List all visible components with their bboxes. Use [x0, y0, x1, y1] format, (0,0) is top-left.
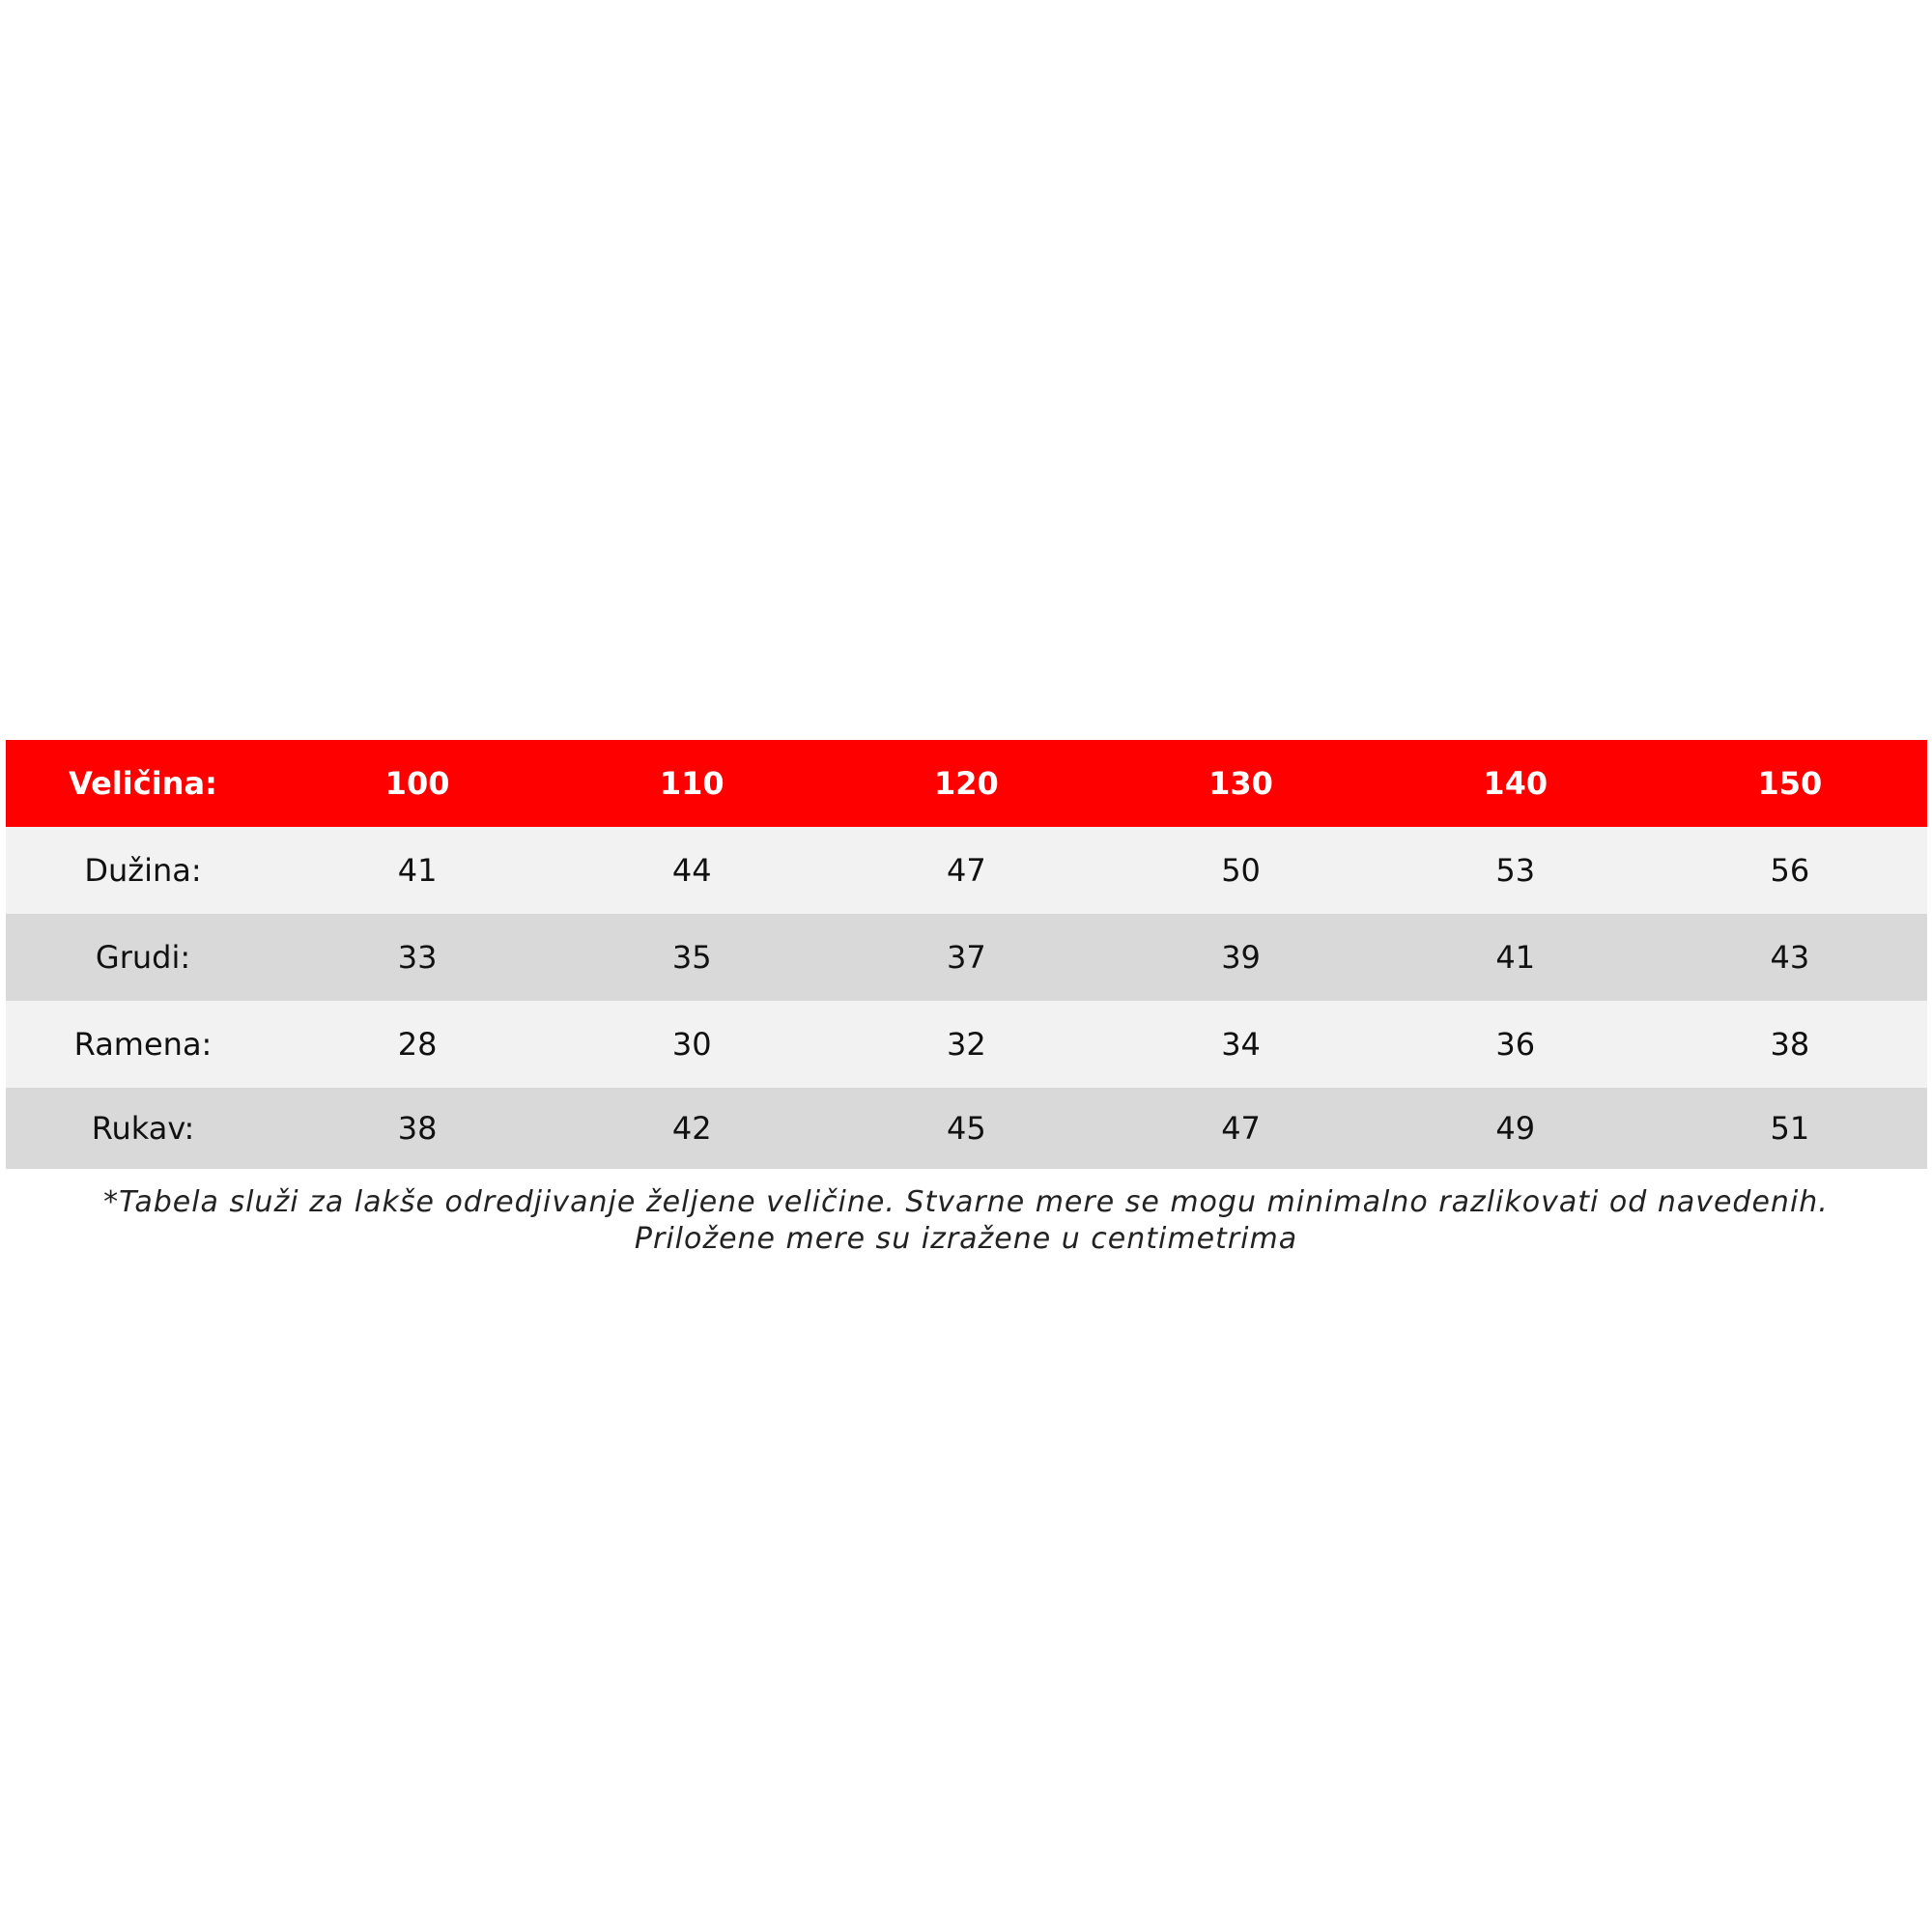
size-header-cell: 100: [384, 765, 450, 802]
measurement-cell: 30: [671, 1026, 712, 1063]
header-label: Veličina:: [69, 765, 217, 802]
measurement-cell: 37: [947, 939, 986, 976]
footnote-line-1: *Tabela služi za lakše odredjivanje željene veličine. Stvarne mere se mogu minimalno razlikovati od navedenih.: [103, 1185, 1829, 1219]
measurement-cell: 44: [671, 852, 712, 889]
measurement-cell: 28: [397, 1026, 438, 1063]
measurement-cell: 47: [1221, 1110, 1261, 1147]
measurement-cell: 33: [397, 939, 438, 976]
table-row: [6, 914, 1927, 1001]
measurement-cell: 35: [671, 939, 712, 976]
size-header-cell: 110: [659, 765, 724, 802]
measurement-cell: 43: [1770, 939, 1810, 976]
size-chart-table: [6, 740, 1927, 1169]
measurement-cell: 39: [1221, 939, 1261, 976]
size-header-cell: 140: [1483, 765, 1548, 802]
measurement-cell: 32: [947, 1026, 986, 1063]
measurement-cell: 49: [1495, 1110, 1536, 1147]
measurement-cell: 45: [947, 1110, 986, 1147]
header-row: [6, 740, 1927, 827]
measurement-cell: 38: [1770, 1026, 1810, 1063]
size-header-cell: 150: [1757, 765, 1823, 802]
measurement-cell: 42: [671, 1110, 712, 1147]
measurement-cell: 47: [947, 852, 986, 889]
measurement-cell: 34: [1221, 1026, 1261, 1063]
table-row: [6, 827, 1927, 914]
row-label: Ramena:: [73, 1026, 213, 1063]
row-label: Dužina:: [84, 852, 202, 889]
size-header-cell: 130: [1208, 765, 1273, 802]
size-header-cell: 120: [933, 765, 999, 802]
measurement-cell: 51: [1770, 1110, 1810, 1147]
measurement-cell: 56: [1770, 852, 1810, 889]
table-row: [6, 1088, 1927, 1169]
measurement-cell: 53: [1495, 852, 1536, 889]
footnote-line-2: Priložene mere su izražene u centimetrima: [634, 1222, 1298, 1256]
measurement-cell: 41: [397, 852, 438, 889]
row-label: Rukav:: [91, 1110, 195, 1147]
measurement-cell: 38: [397, 1110, 438, 1147]
row-label: Grudi:: [95, 939, 191, 976]
size-chart-body: [6, 740, 1927, 1169]
measurement-cell: 50: [1221, 852, 1261, 889]
measurement-cell: 41: [1495, 939, 1536, 976]
table-row: [6, 1001, 1927, 1088]
measurement-cell: 36: [1495, 1026, 1536, 1063]
size-chart-footnote: [0, 1184, 1932, 1258]
